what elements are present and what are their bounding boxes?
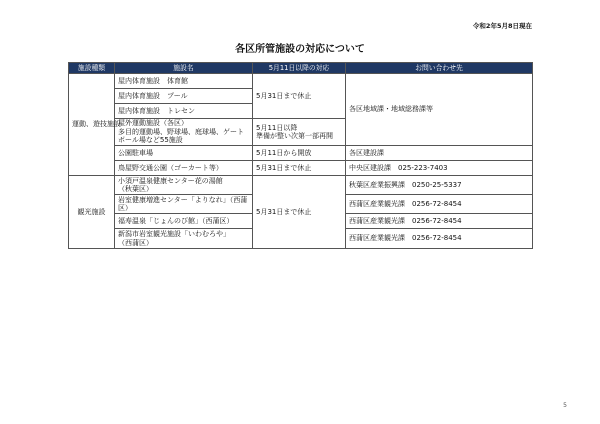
response-cell: 5月31日まで休止 — [253, 176, 346, 249]
facility-name: 公園駐車場 — [115, 146, 253, 161]
facility-name: 岩室健康増進センター「よりなれ」（西蒲区） — [115, 195, 253, 214]
facility-name: 福寿温泉「じょんのび館」（西蒲区） — [115, 214, 253, 229]
page-title: 各区所管施設の対応について — [235, 44, 365, 55]
facility-name: 屋外運動施設（各区） 多目的運動場、野球場、庭球場、ゲートボール場など55施設 — [115, 119, 253, 146]
table-header-row — [69, 63, 533, 74]
facilities-table — [68, 62, 533, 249]
document-date: 令和2年5月8日現在 — [472, 22, 532, 30]
table-row — [69, 74, 533, 89]
facility-name: 屋内体育施設 プール — [115, 89, 253, 104]
contact-cell: 西蒲区産業観光課 0256-72-8454 — [346, 195, 533, 214]
facility-name: 小須戸温泉健康センター花の湯館 （秋葉区） — [115, 176, 253, 195]
response-cell: 5月31日まで休止 — [253, 74, 346, 119]
column-header-type: 施設種類 — [69, 63, 115, 74]
table-row — [69, 176, 533, 195]
facility-name: 屋内体育施設 体育館 — [115, 74, 253, 89]
response-cell: 5月11日以降 準備が整い次第一部再開 — [253, 119, 346, 146]
facility-name: 鳥屋野交通公園（ゴーカート等） — [115, 161, 253, 176]
table-row — [69, 161, 533, 176]
category-tourism: 観光施設 — [69, 176, 115, 249]
contact-cell: 各区地域課・地域総務課等 — [346, 74, 533, 146]
contact-cell: 中央区建設課 025-223-7403 — [346, 161, 533, 176]
facility-name: 屋内体育施設 トレセン — [115, 104, 253, 119]
page-number: 5 — [563, 402, 567, 409]
category-sports: 運動、遊技施設 — [69, 74, 115, 176]
column-header-name: 施設名 — [115, 63, 253, 74]
contact-cell: 各区建設課 — [346, 146, 533, 161]
facility-name: 新潟市岩室観光施設「いわむろや」 （西蒲区） — [115, 229, 253, 249]
contact-cell: 西蒲区産業観光課 0256-72-8454 — [346, 229, 533, 249]
table-row — [69, 146, 533, 161]
contact-cell: 秋葉区産業振興課 0250-25-5337 — [346, 176, 533, 195]
column-header-response: 5月11日以降の対応 — [253, 63, 346, 74]
column-header-contact: お問い合わせ先 — [346, 63, 533, 74]
response-cell: 5月11日から開放 — [253, 146, 346, 161]
contact-cell: 西蒲区産業観光課 0256-72-8454 — [346, 214, 533, 229]
response-cell: 5月31日まで休止 — [253, 161, 346, 176]
